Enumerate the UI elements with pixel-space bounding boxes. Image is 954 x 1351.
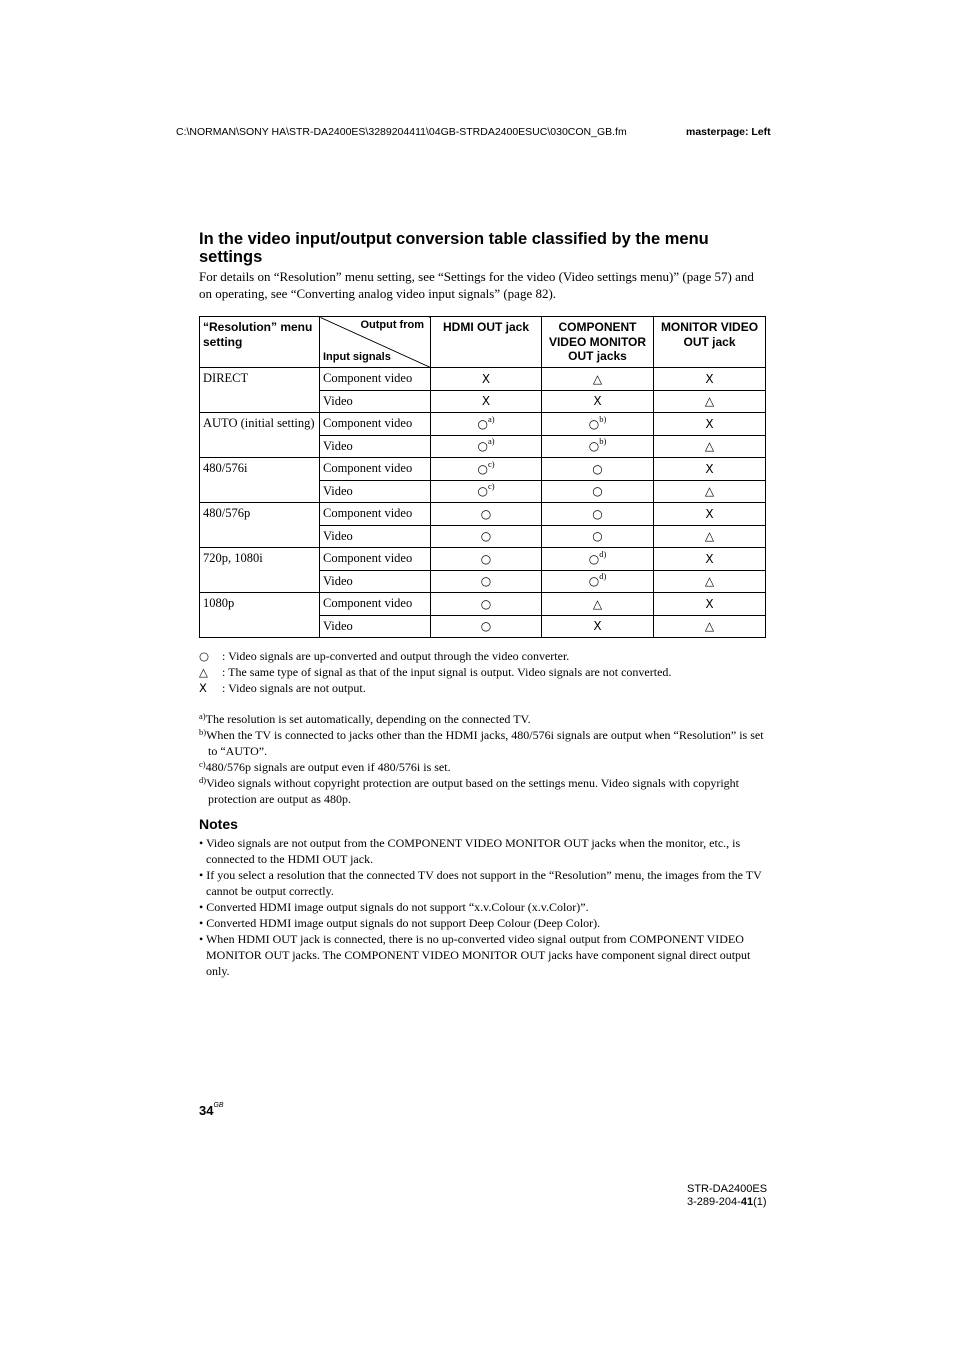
monitor-output-cell [654, 548, 766, 571]
output-symbol: X [705, 506, 714, 521]
hdmi-output-cell [431, 368, 542, 391]
output-symbol: ○ [592, 484, 603, 499]
table-row [200, 368, 766, 391]
output-symbol: ○ [592, 506, 603, 521]
part-code [687, 1196, 767, 1209]
table-row [200, 503, 766, 526]
legend-row [199, 680, 765, 696]
output-symbol: ○ [588, 416, 600, 431]
footnote-mark: d) [199, 775, 207, 785]
output-symbol: ○ [477, 461, 488, 476]
legend-row [199, 664, 765, 680]
notes-list [199, 835, 765, 979]
hdmi-output-cell [431, 615, 542, 638]
component-output-cell [542, 615, 654, 638]
monitor-output-cell [654, 593, 766, 616]
output-symbol: ○ [480, 574, 492, 589]
menu-setting-cell: AUTO (initial setting) [200, 413, 320, 458]
component-output-cell [542, 413, 654, 436]
footnotes [199, 711, 765, 807]
table-row [200, 593, 766, 616]
footnote-ref: c) [487, 458, 495, 469]
output-symbol: ○ [480, 506, 492, 521]
part-code-prefix: 3-289-204- [687, 1195, 741, 1208]
menu-setting-cell: 720p, 1080i [200, 548, 320, 593]
output-symbol: X [481, 394, 491, 409]
output-symbol: X [705, 596, 714, 611]
hdmi-output-cell [431, 480, 542, 503]
footnote-ref: a) [487, 413, 495, 424]
footnote-text: When the TV is connected to jacks other than the HDMI jacks, 480/576i signals are output when “Resolution” is set to “AUTO”. [206, 728, 764, 758]
table-row [200, 413, 766, 436]
page-number [199, 1103, 224, 1118]
input-signal-cell: Component video [320, 413, 431, 436]
output-symbol: X [705, 461, 714, 476]
component-output-cell [542, 480, 654, 503]
masterpage-label: masterpage: Left [686, 126, 771, 138]
output-symbol: △ [592, 596, 603, 611]
footnote-mark: b) [199, 727, 207, 737]
footnote-ref: b) [599, 436, 607, 447]
component-output-cell [542, 458, 654, 481]
hdmi-output-cell [431, 390, 542, 413]
output-symbol: ○ [588, 574, 600, 589]
note-item: • Video signals are not output from the COMPONENT VIDEO MONITOR OUT jacks when the monitor, etc., is connected to the HDMI OUT jack. [199, 836, 741, 866]
output-symbol: △ [592, 371, 603, 386]
menu-setting-cell: 1080p [200, 593, 320, 638]
component-output-cell [542, 390, 654, 413]
monitor-output-cell [654, 413, 766, 436]
file-path: C:\NORMAN\SONY HA\STR-DA2400ES\3289204411\04GB-STRDA2400ESUC\030CON_GB.fm [176, 126, 627, 138]
monitor-output-cell [654, 458, 766, 481]
output-symbol: ○ [592, 461, 603, 476]
output-symbol: ○ [477, 439, 488, 454]
footnote [199, 727, 765, 759]
output-symbol: △ [704, 394, 715, 409]
monitor-output-cell [654, 570, 766, 593]
legend-text: : Video signals are up-converted and output through the video converter. [222, 649, 570, 663]
header-hdmi: HDMI OUT jack [431, 317, 542, 368]
output-symbol: △ [704, 574, 715, 589]
table-header-row [200, 317, 766, 368]
output-symbol: X [481, 371, 491, 386]
footnote [199, 759, 765, 775]
output-symbol: X [705, 416, 714, 431]
input-signal-cell: Video [320, 570, 431, 593]
file-header [176, 126, 776, 138]
monitor-output-cell [654, 390, 766, 413]
section-intro: For details on “Resolution” menu setting, see “Settings for the video (Video settings menu)” (page 57) and on operating, see “Converting analog video input signals” (page 82). [199, 269, 754, 301]
page-number-value: 34 [199, 1103, 214, 1118]
hdmi-output-cell [431, 435, 542, 458]
footnote [199, 711, 765, 727]
output-symbol: ○ [480, 551, 492, 566]
component-output-cell [542, 525, 654, 548]
symbol-legend [199, 648, 765, 696]
input-signal-cell: Video [320, 615, 431, 638]
footnote-ref: c) [487, 481, 495, 492]
input-signal-cell: Component video [320, 458, 431, 481]
footnote-mark: c) [199, 759, 206, 769]
table-row [200, 548, 766, 571]
circle-symbol: ○ [199, 649, 210, 663]
footnote-mark: a) [199, 711, 206, 721]
note-item: • If you select a resolution that the connected TV does not support in the “Resolution” menu, the images from the TV cannot be output correctly. [199, 868, 762, 898]
legend-text: : The same type of signal as that of the input signal is output. Video signals are not converted. [222, 665, 672, 679]
hdmi-output-cell [431, 458, 542, 481]
header-menu-setting: “Resolution” menu setting [200, 317, 320, 368]
component-output-cell [542, 570, 654, 593]
note-item: • Converted HDMI image output signals do not support “x.v.Colour (x.v.Color)”. [199, 900, 589, 914]
header-output-from: Output from [360, 319, 424, 331]
header-input-signals: Input signals [323, 350, 391, 363]
header-component: COMPONENT VIDEO MONITOR OUT jacks [542, 317, 654, 368]
footnote [199, 775, 765, 807]
footnote-ref: d) [599, 571, 607, 582]
menu-setting-cell: DIRECT [200, 368, 320, 413]
note-item: • Converted HDMI image output signals do not support Deep Colour (Deep Color). [199, 916, 601, 930]
output-symbol: X [705, 371, 714, 386]
hdmi-output-cell [431, 593, 542, 616]
legend-row [199, 648, 765, 664]
input-signal-cell: Video [320, 525, 431, 548]
hdmi-output-cell [431, 413, 542, 436]
monitor-output-cell [654, 525, 766, 548]
output-symbol: X [593, 619, 602, 634]
footnote-ref: b) [599, 413, 607, 424]
header-monitor: MONITOR VIDEO OUT jack [654, 317, 766, 368]
section-title: In the video input/output conversion table classified by the menu settings [199, 230, 709, 266]
part-code-suffix: (1) [753, 1195, 767, 1208]
page-number-suffix: GB [213, 1102, 224, 1109]
input-signal-cell: Component video [320, 548, 431, 571]
monitor-output-cell [654, 615, 766, 638]
menu-setting-cell: 480/576p [200, 503, 320, 548]
monitor-output-cell [654, 480, 766, 503]
output-symbol: ○ [588, 439, 600, 454]
footnote-text: 480/576p signals are output even if 480/576i is set. [205, 760, 451, 774]
part-code-bold: 41 [740, 1195, 754, 1208]
footnote-text: The resolution is set automatically, depending on the connected TV. [205, 712, 531, 726]
note-item: • When HDMI OUT jack is connected, there is no up-converted video signal output from COMPONENT VIDEO MONITOR OUT jacks. The COMPONENT VIDEO MONITOR OUT jacks have component signal direct output only. [199, 932, 751, 978]
hdmi-output-cell [431, 525, 542, 548]
table-row [200, 458, 766, 481]
hdmi-output-cell [431, 503, 542, 526]
triangle-symbol: △ [199, 665, 208, 679]
component-output-cell [542, 593, 654, 616]
footnote-ref: d) [599, 548, 607, 559]
notes-heading: Notes [199, 816, 238, 832]
output-symbol: △ [704, 484, 715, 499]
component-output-cell [542, 368, 654, 391]
output-symbol: ○ [592, 529, 603, 544]
monitor-output-cell [654, 435, 766, 458]
output-symbol: ○ [480, 596, 492, 611]
input-signal-cell: Video [320, 480, 431, 503]
monitor-output-cell [654, 368, 766, 391]
component-output-cell [542, 548, 654, 571]
hdmi-output-cell [431, 548, 542, 571]
x-symbol: X [199, 681, 207, 695]
output-symbol: ○ [588, 551, 600, 566]
model-name: STR-DA2400ES [687, 1183, 768, 1195]
component-output-cell [542, 503, 654, 526]
table-body [200, 368, 766, 638]
footnote-text: Video signals without copyright protection are output based on the settings menu. Video signals with copyright protection are output as 480p. [206, 776, 740, 806]
output-symbol: ○ [480, 619, 492, 634]
input-signal-cell: Component video [320, 593, 431, 616]
menu-setting-cell: 480/576i [200, 458, 320, 503]
input-signal-cell: Component video [320, 503, 431, 526]
output-symbol: △ [704, 619, 715, 634]
header-diagonal-cell [320, 317, 431, 368]
output-symbol: ○ [480, 529, 492, 544]
output-symbol: △ [704, 439, 715, 454]
output-symbol: △ [704, 529, 715, 544]
output-symbol: ○ [477, 484, 488, 499]
input-signal-cell: Video [320, 390, 431, 413]
legend-text: : Video signals are not output. [222, 681, 366, 695]
output-symbol: ○ [477, 416, 488, 431]
output-symbol: X [705, 551, 714, 566]
component-output-cell [542, 435, 654, 458]
input-signal-cell: Video [320, 435, 431, 458]
conversion-table [199, 316, 766, 638]
output-symbol: X [593, 394, 602, 409]
input-signal-cell: Component video [320, 368, 431, 391]
hdmi-output-cell [431, 570, 542, 593]
footnote-ref: a) [487, 436, 495, 447]
model-info [687, 1183, 767, 1208]
monitor-output-cell [654, 503, 766, 526]
